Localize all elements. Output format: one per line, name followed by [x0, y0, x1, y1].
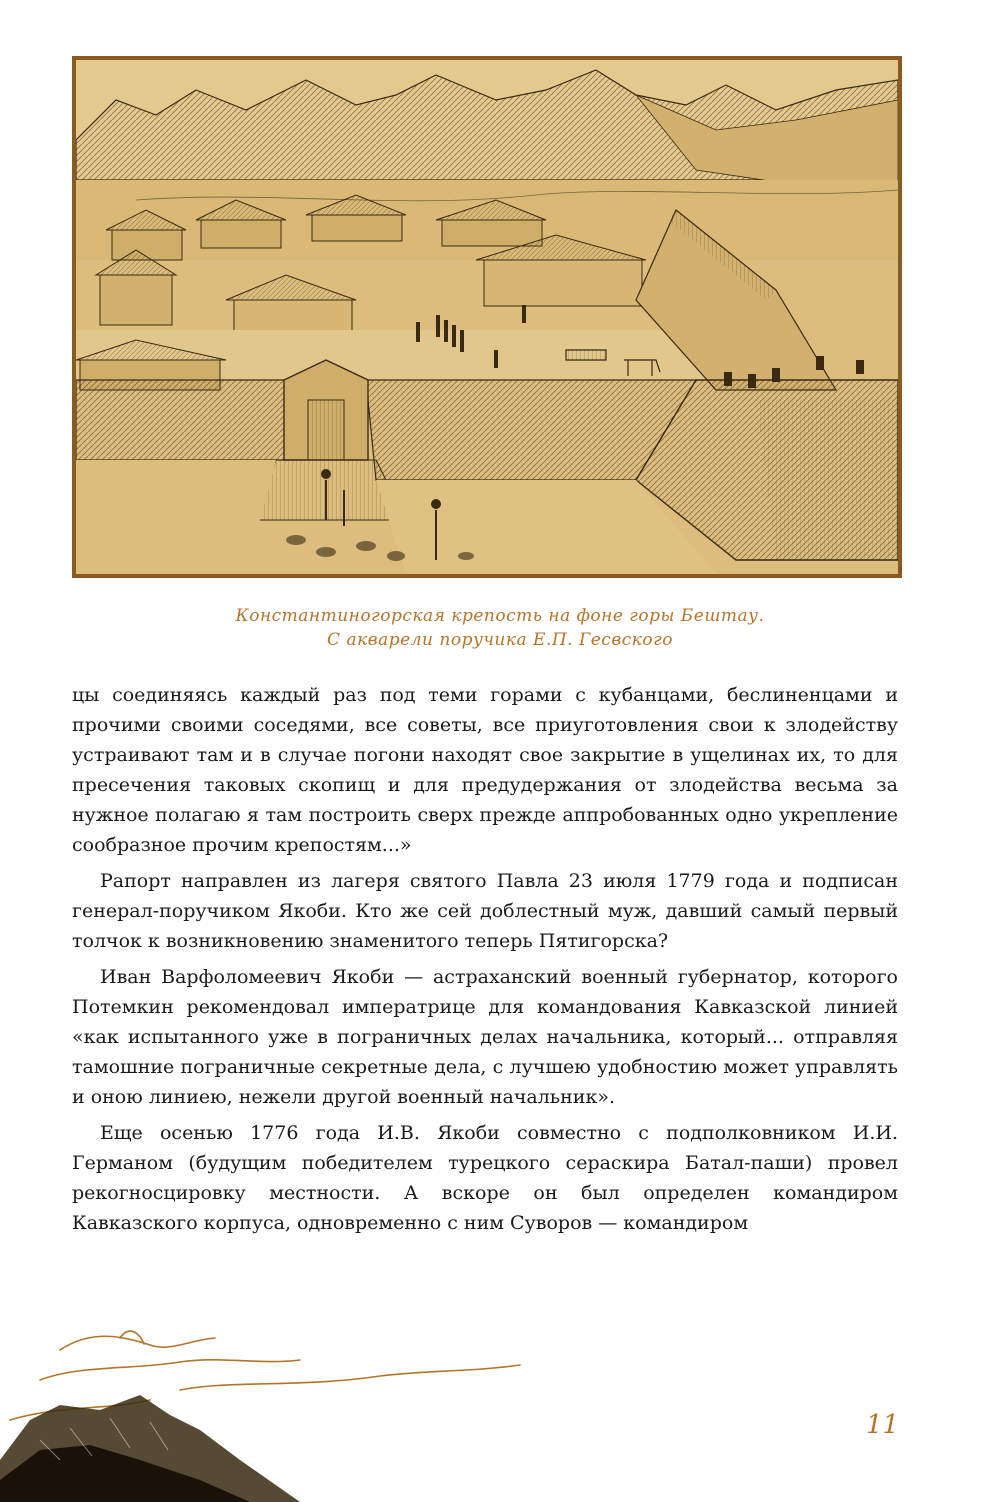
fortress-engraving — [76, 60, 898, 574]
paragraph: Рапорт направлен из лагеря святого Павла 23 июля 1779 года и подписан генерал-поручиком Якоби. Кто же сей доблестный муж, давший самый первый толчок к возникновению знаменитого теперь Пятигорска? — [72, 870, 898, 952]
mountain-sketch-decoration — [0, 1310, 1000, 1502]
caption-line-2: С акварели поручика Е.П. Гесвского — [327, 630, 673, 650]
page-number: 11 — [866, 1410, 900, 1440]
caption-line-1: Константиногорская крепость на фоне горы Бештау. — [235, 606, 765, 626]
body-text — [72, 680, 898, 1244]
paragraph: цы соединяясь каждый раз под теми горами с кубанцами, беслиненцами и прочими своими соседями, все советы, все приуготовления свои к злодейству устраивают там и в случае погони находят свое закрытие в ущелинах их, то для пресечения таковых скопищ и для предудержания от злодейства весьма за нужное полагаю я там построить сверх прежде аппробованных одно укрепление сообразное прочим крепостям...» — [72, 684, 898, 856]
illustration-frame — [72, 56, 902, 578]
figure-caption — [120, 604, 880, 652]
paragraph: Еще осенью 1776 года И.В. Якоби совместно с подполковником И.И. Германом (будущим победителем турецкого сераскира Батал-паши) провел рекогносцировку местности. А вскоре он был определен командиром Кавказского корпуса, одновременно с ним Суворов — командиром — [72, 1122, 898, 1234]
fortress-wall — [76, 380, 286, 460]
paragraph: Иван Варфоломеевич Якоби — астраханский военный губернатор, которого Потемкин рекомендовал императрице для командования Кавказской линией «как испытанного уже в пограничных делах начальника, который... отправляя тамошние пограничные секретные дела, с лучшею удобностию может управлять и оною линиею, нежели другой военный начальник». — [72, 966, 898, 1108]
